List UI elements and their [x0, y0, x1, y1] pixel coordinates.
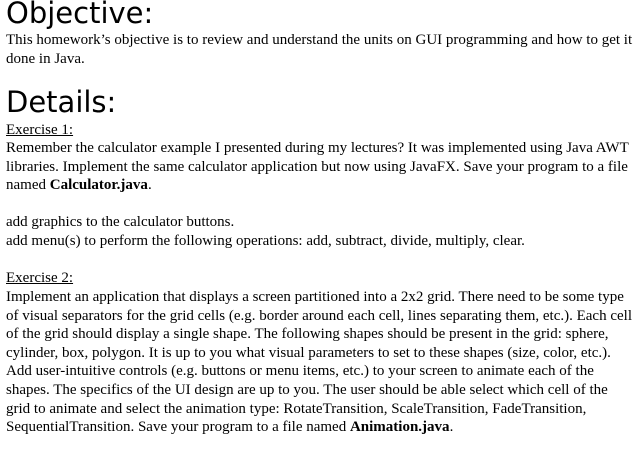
exercise1-item-graphics: add graphics to the calculator buttons.	[6, 214, 235, 230]
exercise2-title: Exercise 2:	[6, 270, 74, 286]
objective-text: This homework’s objective is to review and understand the units on GUI programming and how to get it done in Java.	[6, 32, 633, 67]
exercise2-filename: Animation.java	[349, 419, 450, 436]
exercise2-text: Implement an application that displays a screen partitioned into a 2x2 grid. There need to be some type of visual separators for the grid cells (e.g. border around each cell, lines separating them, etc.). Each cell of the grid should display a single shape. The following shapes should be present in the grid: sphere, cylinder, box, polygon. It is up to you what visual parameters to set to these shapes (size, color, etc.). Add user-intuitive controls (e.g. buttons or menu items, etc.) to your screen to animate each of the shapes. The specifics of the UI design are up to you. The user should be able select which cell of the grid to animate and select the animation type: RotateTransition, ScaleTransition, FadeTransition, SequentialTransition. Save your program to a file named	[6, 289, 632, 436]
exercise1-item-menus: add menu(s) to perform the following operations: add, subtract, divide, multiply, clear.	[6, 233, 525, 249]
exercise1-filename: Calculator.java	[49, 177, 148, 194]
exercise1-text: Remember the calculator example I presented during my lectures? It was implemented using Java AWT libraries. Implement the same calculator application but now using JavaFX. Save your program to a file named	[6, 140, 629, 194]
exercise1-text-end: .	[147, 177, 152, 194]
exercise2-description	[6, 288, 634, 437]
objective-heading: Objective:	[6, 0, 154, 30]
exercise1-description	[6, 139, 634, 195]
exercise2-text-end: .	[449, 419, 454, 436]
details-heading: Details:	[6, 85, 117, 119]
exercise1-title: Exercise 1:	[6, 122, 74, 138]
